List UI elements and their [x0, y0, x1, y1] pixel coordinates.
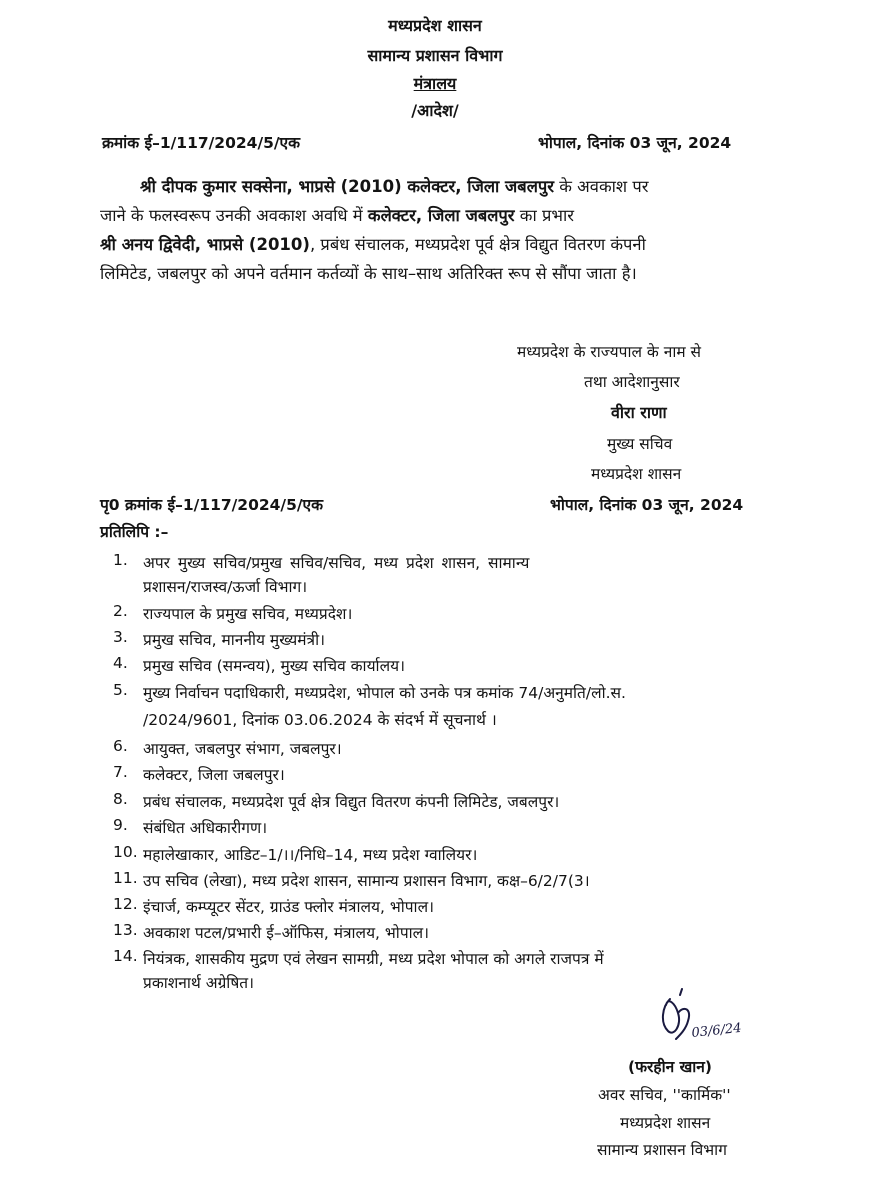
chief-secretary-office: मध्यप्रदेश शासन	[591, 465, 682, 483]
body-line-2	[100, 201, 780, 230]
list-item-number: 8.	[113, 790, 128, 808]
chief-secretary-designation: मुख्य सचिव	[607, 435, 673, 453]
list-item-number: 9.	[113, 816, 128, 834]
list-item-number: 2.	[113, 602, 128, 620]
list-item-number: 12.	[113, 895, 138, 913]
list-item-text: प्रमुख सचिव (समन्वय), मुख्य सचिव कार्यालय।	[143, 657, 405, 675]
list-item-number: 13.	[113, 921, 138, 939]
list-item-text: आयुक्त, जबलपुर संभाग, जबलपुर।	[143, 740, 342, 758]
handwritten-date: 03/6/24	[690, 1020, 743, 1041]
officer-on-leave: श्री दीपक कुमार सक्सेना, भाप्रसे (2010) कलेक्टर, जिला जबलपुर	[140, 177, 555, 196]
body-line-4: लिमिटेड, जबलपुर को अपने वर्तमान कर्तव्यों के साथ–साथ अतिरिक्त रूप से सौंपा जाता है।	[100, 264, 637, 283]
list-item-text: संबंधित अधिकारीगण।	[143, 819, 268, 837]
list-item-number: 7.	[113, 763, 128, 781]
list-item-text: मुख्य निर्वाचन पदाधिकारी, मध्यप्रदेश, भोपाल को उनके पत्र कमांक 74/अनुमति/लो.स.	[143, 684, 626, 702]
signatory-designation: अवर सचिव, ''कार्मिक''	[598, 1086, 731, 1104]
list-item-text: राज्यपाल के प्रमुख सचिव, मध्यप्रदेश।	[143, 605, 353, 623]
list-item-number: 3.	[113, 628, 128, 646]
list-item-text: अपर मुख्य सचिव/प्रमुख सचिव/सचिव, मध्य प्रदेश शासन, सामान्य	[143, 554, 530, 572]
list-item-number: 11.	[113, 869, 138, 887]
body-line-2-end: का प्रभार	[514, 206, 574, 225]
list-item-text: कलेक्टर, जिला जबलपुर।	[143, 766, 285, 784]
authority-line-2: तथा आदेशानुसार	[584, 373, 680, 391]
list-item-number: 14.	[113, 947, 138, 965]
list-item-text: अवकाश पटल/प्रभारी ई–ऑफिस, मंत्रालय, भोपाल।	[143, 924, 430, 942]
list-item-text: प्रशासन/राजस्व/ऊर्जा विभाग।	[143, 578, 308, 596]
header-ministry: मंत्रालय	[413, 74, 457, 93]
list-item-number: 4.	[113, 654, 128, 672]
header-department: सामान्य प्रशासन विभाग	[367, 46, 503, 65]
endorsement-number: पृ0 क्रमांक ई–1/117/2024/5/एक	[100, 496, 324, 514]
list-item-number: 10.	[113, 843, 138, 861]
list-item-text: महालेखाकार, आडिट–1/।।/निधि–14, मध्य प्रदेश ग्वालियर।	[143, 846, 478, 864]
list-item-number: 1.	[113, 551, 128, 569]
order-number: क्रमांक ई–1/117/2024/5/एक	[102, 134, 301, 152]
signatory-office: मध्यप्रदेश शासन	[620, 1114, 711, 1132]
body-line-1	[100, 172, 780, 201]
body-line-1-rest: के अवकाश पर	[554, 177, 649, 196]
list-item-text: /2024/9601, दिनांक 03.06.2024 के संदर्भ में सूचनार्थ ।	[143, 711, 497, 729]
charge-post: कलेक्टर, जिला जबलपुर	[367, 206, 515, 225]
handwritten-signature	[640, 985, 780, 1055]
header-order-title: /आदेश/	[411, 101, 459, 120]
chief-secretary-name: वीरा राणा	[611, 403, 667, 422]
signatory-name: (फरहीन खान)	[628, 1058, 712, 1076]
body-line-2-start: जाने के फलस्वरूप उनकी अवकाश अवधि में	[100, 206, 368, 225]
order-body	[100, 172, 780, 288]
list-item-text: प्रबंध संचालक, मध्यप्रदेश पूर्व क्षेत्र विद्युत वितरण कंपनी लिमिटेड, जबलपुर।	[143, 793, 560, 811]
body-line-3-rest: , प्रबंध संचालक, मध्यप्रदेश पूर्व क्षेत्र विद्युत वितरण कंपनी	[309, 235, 646, 254]
list-item-number: 6.	[113, 737, 128, 755]
officer-in-charge: श्री अनय द्विवेदी, भाप्रसे (2010)	[100, 235, 310, 254]
list-item-text: प्रकाशनार्थ अग्रेषित।	[143, 974, 254, 992]
endorsement-place-date: भोपाल, दिनांक 03 जून, 2024	[550, 496, 744, 514]
copy-to-label: प्रतिलिपि :–	[100, 523, 169, 541]
list-item-text: प्रमुख सचिव, माननीय मुख्यमंत्री।	[143, 631, 325, 649]
body-line-3	[100, 230, 780, 259]
list-item-number: 5.	[113, 681, 128, 699]
authority-line-1: मध्यप्रदेश के राज्यपाल के नाम से	[517, 343, 702, 361]
header-government: मध्यप्रदेश शासन	[388, 16, 482, 35]
list-item-text: उप सचिव (लेखा), मध्य प्रदेश शासन, सामान्य प्रशासन विभाग, कक्ष–6/2/7(3।	[143, 872, 590, 890]
list-item-text: इंचार्ज, कम्प्यूटर सेंटर, ग्राउंड फ्लोर मंत्रालय, भोपाल।	[143, 898, 434, 916]
list-item-text: नियंत्रक, शासकीय मुद्रण एवं लेखन सामग्री, मध्य प्रदेश भोपाल को अगले राजपत्र में	[143, 950, 604, 968]
order-place-date: भोपाल, दिनांक 03 जून, 2024	[538, 134, 732, 152]
signatory-department: सामान्य प्रशासन विभाग	[597, 1141, 727, 1159]
